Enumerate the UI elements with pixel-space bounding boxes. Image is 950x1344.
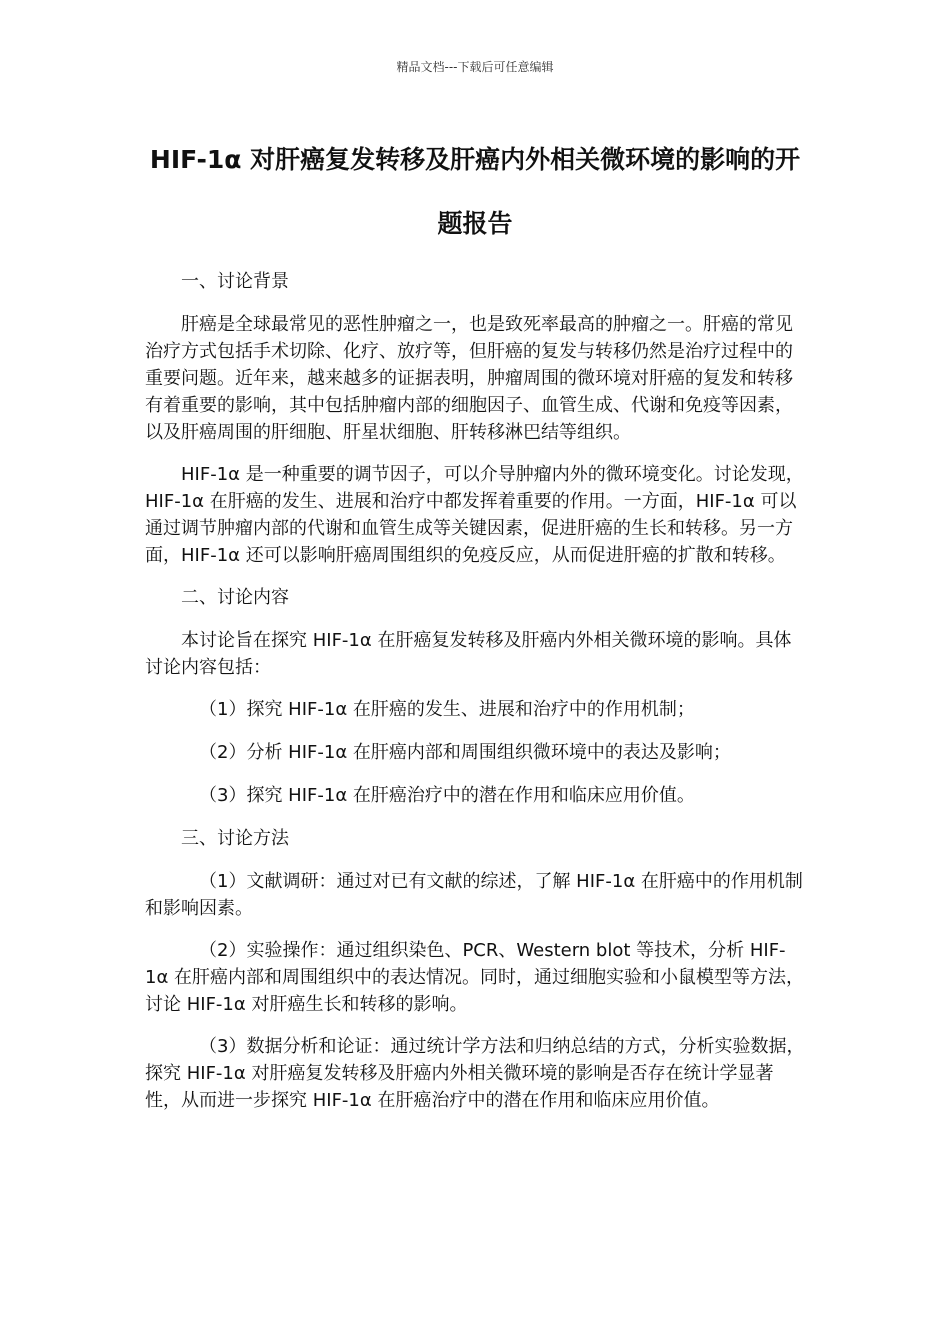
background-paragraph-1: 肝癌是全球最常见的恶性肿瘤之一，也是致死率最高的肿瘤之一。肝癌的常见治疗方式包括手术切除、化疗、放疗等，但肝癌的复发与转移仍然是治疗过程中的重要问题。近年来，越来越多的证据表明，肿瘤周围的微环境对肝癌的复发和转移有着重要的影响，其中包括肿瘤内部的细胞因子、血管生成、代谢和免疫等因素，以及肝癌周围的肝细胞、肝星状细胞、肝转移淋巴结等组织。 bbox=[145, 314, 793, 443]
method-item-2: （2）实验操作：通过组织染色、PCR、Western blot 等技术，分析 HIF-1α 在肝癌内部和周围组织中的表达情况。同时，通过细胞实验和小鼠模型等方法，讨论 HIF-1α 对肝癌生长和转移的影响。 bbox=[145, 940, 805, 1015]
section-heading-background: 一、讨论背景 bbox=[181, 271, 289, 292]
document-body bbox=[145, 268, 807, 1129]
section-heading-method: 三、讨论方法 bbox=[181, 828, 289, 849]
content-item-2: （2）分析 HIF-1α 在肝癌内部和周围组织微环境中的表达及影响； bbox=[199, 742, 731, 763]
method-item-3: （3）数据分析和论证：通过统计学方法和归纳总结的方式，分析实验数据，探究 HIF-1α 对肝癌复发转移及肝癌内外相关微环境的影响是否存在统计学显著性，从而进一步探究 HIF-1α 在肝癌治疗中的潜在作用和临床应用价值。 bbox=[145, 1036, 805, 1111]
method-item-1: （1）文献调研：通过对已有文献的综述，了解 HIF-1α 在肝癌中的作用机制和影响因素。 bbox=[145, 871, 803, 919]
content-intro-paragraph: 本讨论旨在探究 HIF-1α 在肝癌复发转移及肝癌内外相关微环境的影响。具体讨论内容包括： bbox=[145, 630, 792, 678]
page-header-note: 精品文档---下载后可任意编辑 bbox=[396, 60, 554, 74]
content-item-1: （1）探究 HIF-1α 在肝癌的发生、进展和治疗中的作用机制； bbox=[199, 699, 695, 720]
document-title: HIF-1α 对肝癌复发转移及肝癌内外相关微环境的影响的开题报告 bbox=[149, 145, 801, 238]
background-paragraph-2: HIF-1α 是一种重要的调节因子，可以介导肿瘤内外的微环境变化。讨论发现，HIF-1α 在肝癌的发生、进展和治疗中都发挥着重要的作用。一方面，HIF-1α 可以通过调节肿瘤内部的代谢和血管生成等关键因素，促进肝癌的生长和转移。另一方面，HIF-1α 还可以影响肝癌周围组织的免疫反应，从而促进肝癌的扩散和转移。 bbox=[145, 464, 804, 566]
content-item-3: （3）探究 HIF-1α 在肝癌治疗中的潜在作用和临床应用价值。 bbox=[199, 785, 695, 806]
section-heading-content: 二、讨论内容 bbox=[181, 587, 289, 608]
